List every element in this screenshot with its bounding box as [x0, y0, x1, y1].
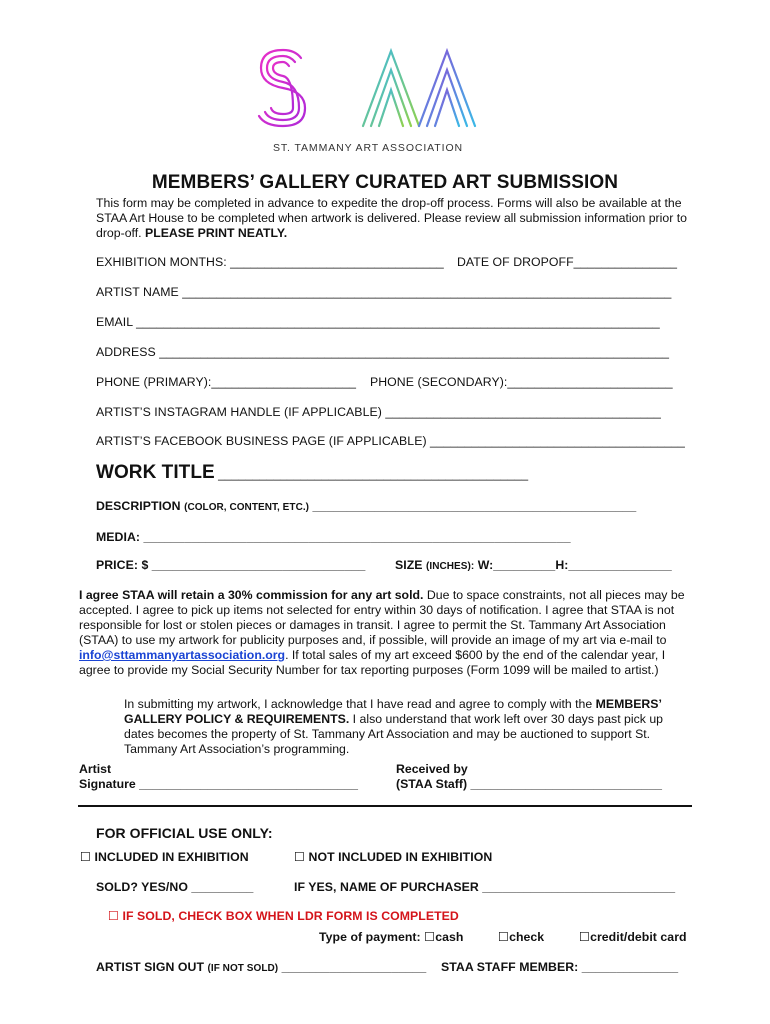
- size-field[interactable]: [395, 558, 672, 572]
- artist-sign-out-field[interactable]: [96, 960, 426, 974]
- staa-logo: [255, 48, 480, 128]
- description-label: DESCRIPTION: [96, 499, 181, 513]
- payment-check-checkbox[interactable]: ☐check: [498, 930, 545, 944]
- purchaser-field[interactable]: IF YES, NAME OF PURCHASER ____________________________: [294, 880, 676, 894]
- received-by-line: (STAA Staff) ____________________________: [396, 777, 662, 791]
- price-field[interactable]: PRICE: $ _______________________________: [96, 558, 366, 572]
- policy-text-1: In submitting my artwork, I acknowledge that I have read and agree to comply with the: [124, 697, 593, 711]
- artist-signature-label: Artist: [79, 762, 112, 776]
- facebook-field[interactable]: ARTIST’S FACEBOOK BUSINESS PAGE (IF APPLICABLE) _____________________________________: [96, 434, 685, 448]
- logo-caption: ST. TAMMANY ART ASSOCIATION: [272, 142, 463, 154]
- work-title-label: WORK TITLE: [96, 462, 215, 483]
- official-use-heading: FOR OFFICIAL USE ONLY:: [96, 825, 273, 841]
- work-title-line: _____________________________________________: [218, 467, 529, 481]
- section-divider: [78, 805, 692, 807]
- agreement-text-1: Due to space constraints, not all pieces may be accepted. I agree to pick up items not selected for entry within 30 days of notification. I agree that STAA is not responsible for lost or stolen pieces or damages in transit. I agree to permit the St. Tammany Art Association (STAA) to use my artwork for publicity purposes and, if possible, will provide an image of my art via e-mail to: [79, 588, 685, 647]
- sold-field[interactable]: SOLD? YES/NO _________: [96, 880, 254, 894]
- sign-out-line: _____________________: [281, 960, 427, 974]
- policy-paragraph: [124, 697, 686, 757]
- staff-member-field[interactable]: STAA STAFF MEMBER: ______________: [441, 960, 679, 974]
- included-checkbox[interactable]: ☐ INCLUDED IN EXHIBITION: [80, 850, 249, 864]
- sign-out-label: ARTIST SIGN OUT: [96, 960, 205, 974]
- policy-bold: MEMBERS’ GALLERY POLICY & REQUIREMENTS.: [124, 697, 662, 726]
- description-field[interactable]: [96, 499, 636, 513]
- description-line: _______________________________________________: [312, 499, 637, 513]
- artist-signature-line: Signature ________________________________: [79, 777, 358, 791]
- agreement-lead: I agree STAA will retain a 30% commission for any art sold.: [79, 588, 424, 602]
- artist-name-field[interactable]: ARTIST NAME _______________________________________________________________________: [96, 285, 672, 299]
- phone-primary-field[interactable]: PHONE (PRIMARY):_____________________: [96, 375, 357, 389]
- intro-text: This form may be completed in advance to expedite the drop-off process. Forms will also be available at the STAA Art House to be completed when artwork is delivered. Please review all submission information prior to drop-off.: [96, 196, 687, 240]
- work-title-field[interactable]: [96, 462, 528, 484]
- policy-text-2: I also understand that work left over 30 days past pick up dates becomes the property of St. Tammany Art Association and may be auctioned to support St. Tammany Art Association’s programming.: [124, 712, 664, 756]
- size-label: SIZE: [395, 558, 423, 572]
- received-by-field[interactable]: [396, 762, 662, 792]
- artist-signature-field[interactable]: [79, 762, 358, 792]
- agreement-paragraph: [79, 588, 691, 678]
- description-hint: (COLOR, CONTENT, ETC.): [184, 502, 310, 513]
- sign-out-hint: (IF NOT SOLD): [207, 963, 279, 974]
- not-included-checkbox[interactable]: ☐ NOT INCLUDED IN EXHIBITION: [294, 850, 493, 864]
- agreement-text-2: . If total sales of my art exceed $600 by the end of the calendar year, I agree to provide my Social Security Number for tax reporting purposes (Form 1099 will be mailed to artist.): [79, 648, 666, 677]
- size-hint: (INCHES):: [426, 561, 475, 572]
- email-field[interactable]: EMAIL ____________________________________________________________________________: [96, 315, 660, 329]
- payment-cash-checkbox[interactable]: Type of payment: ☐cash: [319, 930, 464, 944]
- contact-email-link[interactable]: info@sttammanyartassociation.org: [79, 648, 286, 662]
- date-of-dropoff-field[interactable]: DATE OF DROPOFF_______________: [457, 255, 677, 269]
- instagram-field[interactable]: ARTIST’S INSTAGRAM HANDLE (IF APPLICABLE) ________________________________________: [96, 405, 661, 419]
- received-by-label: Received by: [396, 762, 468, 776]
- size-width: W:_________: [477, 558, 556, 572]
- ldr-form-checkbox[interactable]: ☐ IF SOLD, CHECK BOX WHEN LDR FORM IS COMPLETED: [108, 909, 459, 923]
- media-field[interactable]: MEDIA: ______________________________________________________________: [96, 530, 571, 544]
- exhibition-months-field[interactable]: EXHIBITION MONTHS: _______________________________: [96, 255, 444, 269]
- phone-secondary-field[interactable]: PHONE (SECONDARY):________________________: [370, 375, 673, 389]
- form-title: MEMBERS’ GALLERY CURATED ART SUBMISSION: [151, 172, 619, 193]
- address-field[interactable]: ADDRESS __________________________________________________________________________: [96, 345, 670, 359]
- payment-card-checkbox[interactable]: ☐credit/debit card: [579, 930, 687, 944]
- intro-emphasis: PLEASE PRINT NEATLY.: [145, 226, 288, 240]
- size-height: H:_______________: [555, 558, 672, 572]
- intro-paragraph: [96, 196, 696, 241]
